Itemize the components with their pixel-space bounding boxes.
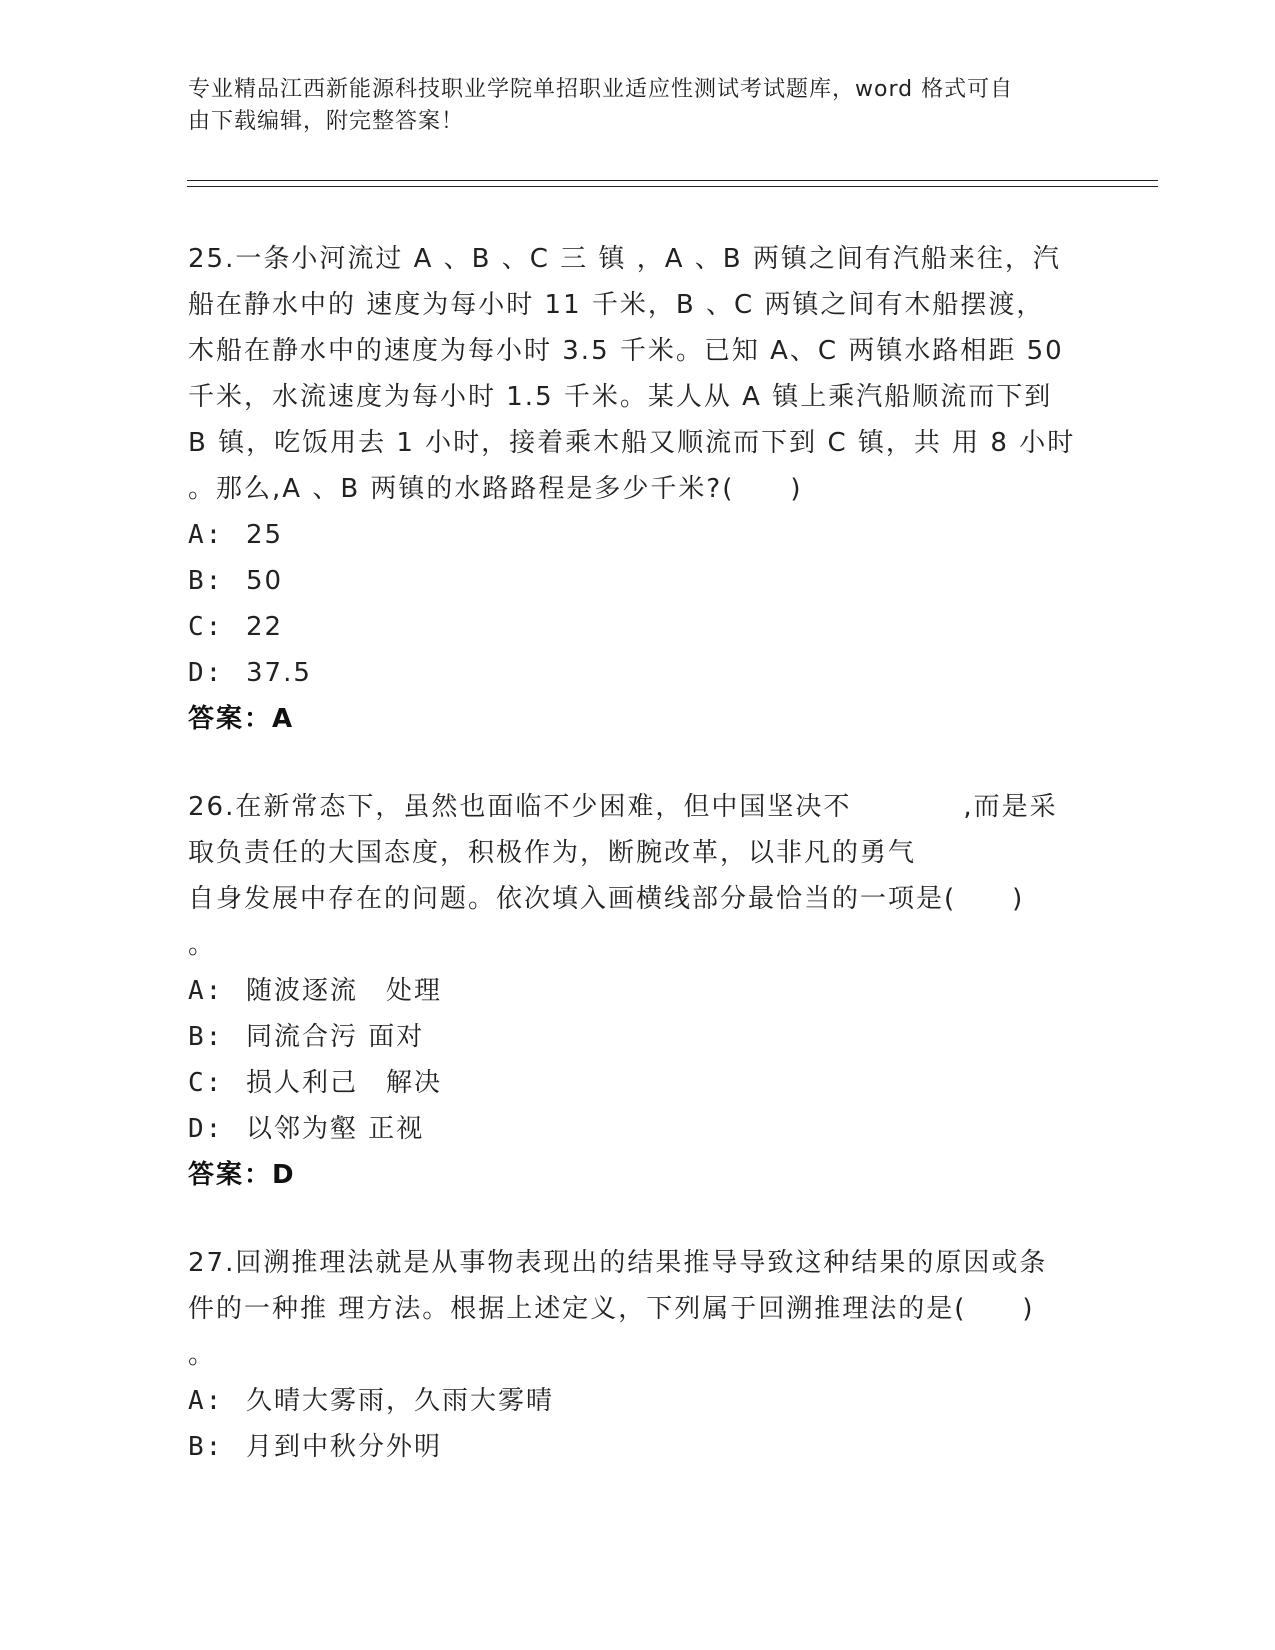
spacer [188,1198,1088,1240]
option-b [188,558,1088,604]
question-line: 27.回溯推理法就是从事物表现出的结果推导导致这种结果的原因或条 [188,1248,1048,1278]
option-a [188,512,1088,558]
option-key: A: [188,520,224,550]
option-text: 50 [246,566,284,596]
option-d [188,650,1088,696]
question-line: B 镇，吃饭用去 1 小时，接着乘木船又顺流而下到 C 镇，共 用 8 小时 [188,428,1076,458]
option-key: C: [188,612,224,642]
header-divider [187,180,1158,187]
option-key: A: [188,1386,224,1416]
option-b [188,1014,1088,1060]
question-line: 。 [188,1340,217,1370]
option-key: A: [188,976,224,1006]
question-line: 件的一种推 理方法。根据上述定义，下列属于回溯推理法的是( ) [188,1294,1035,1324]
option-text: 22 [246,612,284,642]
option-text: 随波逐流 处理 [246,976,443,1006]
option-text: 损人利己 解决 [246,1068,443,1098]
question-line: 25.一条小河流过 A 、B 、C 三 镇 ，A 、B 两镇之间有汽船来往，汽 [188,244,1061,274]
option-key: D: [188,658,224,688]
question-stem [188,236,1088,512]
answer-line: 答案：D [188,1160,296,1190]
option-text: 以邻为壑 正视 [246,1114,425,1144]
question-27 [188,1240,1088,1470]
question-line: 船在静水中的 速度为每小时 11 千米，B 、C 两镇之间有木船摆渡， [188,290,1045,320]
option-key: C: [188,1068,224,1098]
question-line: 。那么,A 、B 两镇的水路路程是多少千米?( ) [188,474,803,504]
question-line: 自身发展中存在的问题。依次填入画横线部分最恰当的一项是( ) [188,884,1025,914]
option-c [188,1060,1088,1106]
header-line-1: 专业精品江西新能源科技职业学院单招职业适应性测试考试题库，word 格式可自 [188,77,1014,102]
question-list [188,236,1088,1470]
question-stem [188,784,1088,968]
question-stem [188,1240,1088,1378]
option-text: 久晴大雾雨，久雨大雾晴 [246,1386,555,1416]
question-line: 26.在新常态下，虽然也面临不少困难，但中国坚决不 ,而是采 [188,792,1058,822]
question-line: 。 [188,930,217,960]
option-text: 25 [246,520,284,550]
option-key: B: [188,566,224,596]
question-25 [188,236,1088,742]
option-a [188,1378,1088,1424]
option-key: B: [188,1022,224,1052]
question-line: 木船在静水中的速度为每小时 3.5 千米。已知 A、C 两镇水路相距 50 [188,336,1064,366]
option-b [188,1424,1088,1470]
option-text: 37.5 [246,658,312,688]
answer-line: 答案：A [188,704,295,734]
question-26 [188,784,1088,1198]
option-text: 同流合污 面对 [246,1022,425,1052]
option-d [188,1106,1088,1152]
header-line-2: 由下载编辑，附完整答案！ [188,109,465,134]
question-line: 取负责任的大国态度，积极作为，断腕改革，以非凡的勇气 [188,838,917,868]
document-header [188,74,1088,138]
spacer [188,742,1088,784]
option-c [188,604,1088,650]
option-a [188,968,1088,1014]
option-key: D: [188,1114,224,1144]
option-key: B: [188,1432,224,1462]
option-text: 月到中秋分外明 [246,1432,443,1462]
question-line: 千米，水流速度为每小时 1.5 千米。某人从 A 镇上乘汽船顺流而下到 [188,382,1053,412]
